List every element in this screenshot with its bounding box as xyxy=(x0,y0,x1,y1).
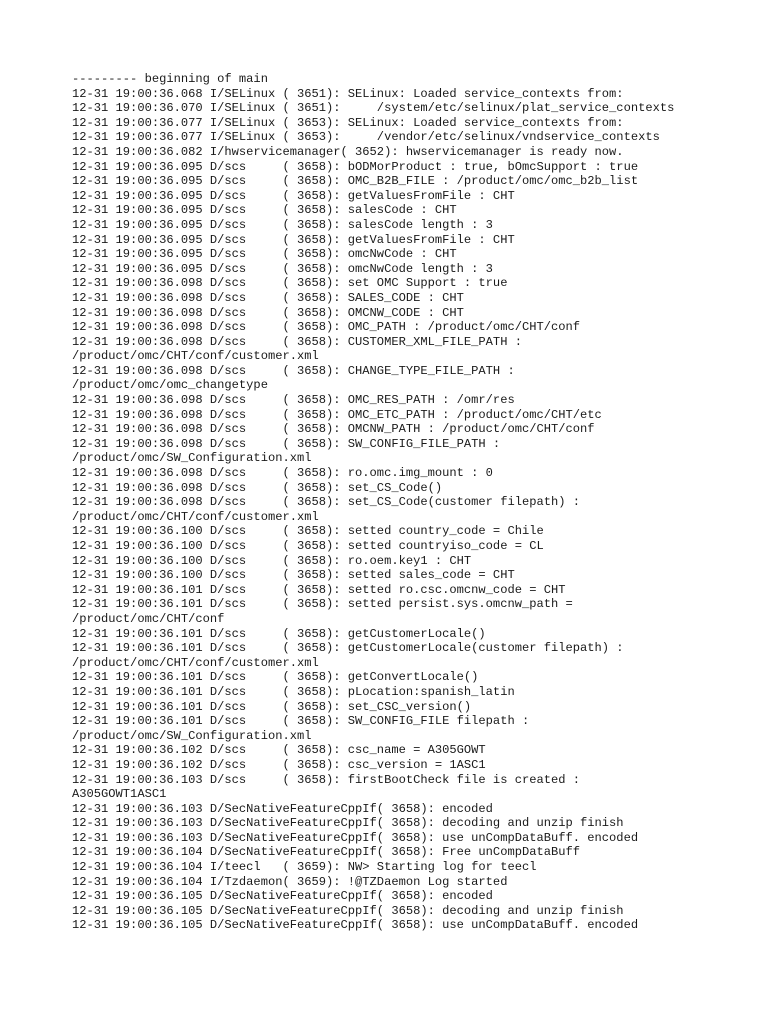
log-line: /product/omc/CHT/conf xyxy=(72,611,225,626)
log-line: 12-31 19:00:36.095 D/scs ( 3658): getValuesFromFile : CHT xyxy=(72,188,515,203)
log-line: 12-31 19:00:36.095 D/scs ( 3658): bODMorProduct : true, bOmcSupport : true xyxy=(72,159,639,174)
log-line: 12-31 19:00:36.098 D/scs ( 3658): OMCNW_PATH : /product/omc/CHT/conf xyxy=(72,422,595,437)
log-line: /product/omc/CHT/conf/customer.xml xyxy=(72,509,319,524)
log-line: 12-31 19:00:36.100 D/scs ( 3658): setted country_code = Chile xyxy=(72,524,544,539)
log-line: 12-31 19:00:36.101 D/scs ( 3658): pLocation:spanish_latin xyxy=(72,684,515,699)
log-line: 12-31 19:00:36.095 D/scs ( 3658): getValuesFromFile : CHT xyxy=(72,232,515,247)
log-line: 12-31 19:00:36.098 D/scs ( 3658): OMC_RES_PATH : /omr/res xyxy=(72,393,515,408)
log-line: /product/omc/SW_Configuration.xml xyxy=(72,451,312,466)
log-line: 12-31 19:00:36.070 I/SELinux ( 3651): /system/etc/selinux/plat_service_contexts xyxy=(72,101,675,116)
log-line: 12-31 19:00:36.082 I/hwservicemanager( 3652): hwservicemanager is ready now. xyxy=(72,144,624,159)
log-line: 12-31 19:00:36.104 I/teecl ( 3659): NW> Starting log for teecl xyxy=(72,860,537,875)
log-line: 12-31 19:00:36.101 D/scs ( 3658): getCustomerLocale() xyxy=(72,626,486,641)
log-line: 12-31 19:00:36.095 D/scs ( 3658): salesCode : CHT xyxy=(72,203,457,218)
log-line: 12-31 19:00:36.100 D/scs ( 3658): setted countryiso_code = CL xyxy=(72,539,544,553)
log-line: 12-31 19:00:36.103 D/SecNativeFeatureCppIf( 3658): decoding and unzip finish xyxy=(72,816,624,831)
log-line: 12-31 19:00:36.101 D/scs ( 3658): getCustomerLocale(customer filepath) : xyxy=(72,641,624,656)
log-line: /product/omc/omc_changetype xyxy=(72,378,268,393)
log-line: 12-31 19:00:36.104 D/SecNativeFeatureCppIf( 3658): Free unCompDataBuff xyxy=(72,845,581,860)
log-line: 12-31 19:00:36.100 D/scs ( 3658): setted sales_code = CHT xyxy=(72,568,515,583)
log-line: 12-31 19:00:36.095 D/scs ( 3658): omcNwCode length : 3 xyxy=(72,261,493,276)
log-line: A305GOWT1ASC1 xyxy=(72,787,167,802)
log-line: 12-31 19:00:36.098 D/scs ( 3658): CHANGE_TYPE_FILE_PATH : xyxy=(72,363,515,378)
log-line: 12-31 19:00:36.101 D/scs ( 3658): SW_CONFIG_FILE filepath : xyxy=(72,714,530,729)
log-line: 12-31 19:00:36.098 D/scs ( 3658): OMCNW_CODE : CHT xyxy=(72,305,464,320)
log-line: /product/omc/CHT/conf/customer.xml xyxy=(72,655,319,670)
log-line: 12-31 19:00:36.101 D/scs ( 3658): set_CSC_version() xyxy=(72,699,472,714)
log-line: 12-31 19:00:36.098 D/scs ( 3658): set_CS_Code(customer filepath) : xyxy=(72,495,581,510)
log-line: 12-31 19:00:36.103 D/scs ( 3658): firstBootCheck file is created : xyxy=(72,772,581,787)
log-line: --------- beginning of main xyxy=(72,72,268,86)
log-line: 12-31 19:00:36.098 D/scs ( 3658): SW_CONFIG_FILE_PATH : xyxy=(72,436,501,451)
log-line: 12-31 19:00:36.068 I/SELinux ( 3651): SELinux: Loaded service_contexts from: xyxy=(72,86,624,101)
log-line: 12-31 19:00:36.105 D/SecNativeFeatureCppIf( 3658): decoding and unzip finish xyxy=(72,903,624,918)
log-line: 12-31 19:00:36.101 D/scs ( 3658): setted persist.sys.omcnw_path = xyxy=(72,597,573,612)
log-line: 12-31 19:00:36.103 D/SecNativeFeatureCppIf( 3658): use unCompDataBuff. encoded xyxy=(72,830,639,845)
log-line: 12-31 19:00:36.105 D/SecNativeFeatureCppIf( 3658): encoded xyxy=(72,889,493,904)
log-line: 12-31 19:00:36.104 I/Tzdaemon( 3659): !@TZDaemon Log started xyxy=(72,874,508,889)
log-line: 12-31 19:00:36.098 D/scs ( 3658): ro.omc.img_mount : 0 xyxy=(72,466,493,481)
log-line: 12-31 19:00:36.098 D/scs ( 3658): SALES_CODE : CHT xyxy=(72,290,464,305)
log-line: 12-31 19:00:36.098 D/scs ( 3658): set OMC Support : true xyxy=(72,276,508,291)
log-line: 12-31 19:00:36.095 D/scs ( 3658): salesCode length : 3 xyxy=(72,217,493,232)
log-line: 12-31 19:00:36.102 D/scs ( 3658): csc_name = A305GOWT xyxy=(72,743,486,758)
log-line: /product/omc/SW_Configuration.xml xyxy=(72,728,312,743)
log-text xyxy=(72,72,752,933)
log-line: 12-31 19:00:36.077 I/SELinux ( 3653): /vendor/etc/selinux/vndservice_contexts xyxy=(72,130,660,145)
log-line: 12-31 19:00:36.101 D/scs ( 3658): setted ro.csc.omcnw_code = CHT xyxy=(72,582,566,597)
log-line: 12-31 19:00:36.095 D/scs ( 3658): omcNwCode : CHT xyxy=(72,247,457,262)
log-line: 12-31 19:00:36.077 I/SELinux ( 3653): SELinux: Loaded service_contexts from: xyxy=(72,115,624,130)
log-line: 12-31 19:00:36.098 D/scs ( 3658): OMC_PATH : /product/omc/CHT/conf xyxy=(72,320,581,335)
log-line: 12-31 19:00:36.100 D/scs ( 3658): ro.oem.key1 : CHT xyxy=(72,553,472,568)
log-line: 12-31 19:00:36.101 D/scs ( 3658): getConvertLocale() xyxy=(72,670,479,685)
log-line: 12-31 19:00:36.105 D/SecNativeFeatureCppIf( 3658): use unCompDataBuff. encoded xyxy=(72,918,639,933)
log-line: 12-31 19:00:36.102 D/scs ( 3658): csc_version = 1ASC1 xyxy=(72,757,486,772)
log-line: 12-31 19:00:36.098 D/scs ( 3658): CUSTOMER_XML_FILE_PATH : xyxy=(72,334,522,349)
log-line: 12-31 19:00:36.103 D/SecNativeFeatureCppIf( 3658): encoded xyxy=(72,801,493,816)
log-line: 12-31 19:00:36.098 D/scs ( 3658): OMC_ETC_PATH : /product/omc/CHT/etc xyxy=(72,407,602,422)
log-line: 12-31 19:00:36.098 D/scs ( 3658): set_CS_Code() xyxy=(72,480,443,495)
log-line: 12-31 19:00:36.095 D/scs ( 3658): OMC_B2B_FILE : /product/omc/omc_b2b_list xyxy=(72,174,639,189)
log-line: /product/omc/CHT/conf/customer.xml xyxy=(72,349,319,364)
